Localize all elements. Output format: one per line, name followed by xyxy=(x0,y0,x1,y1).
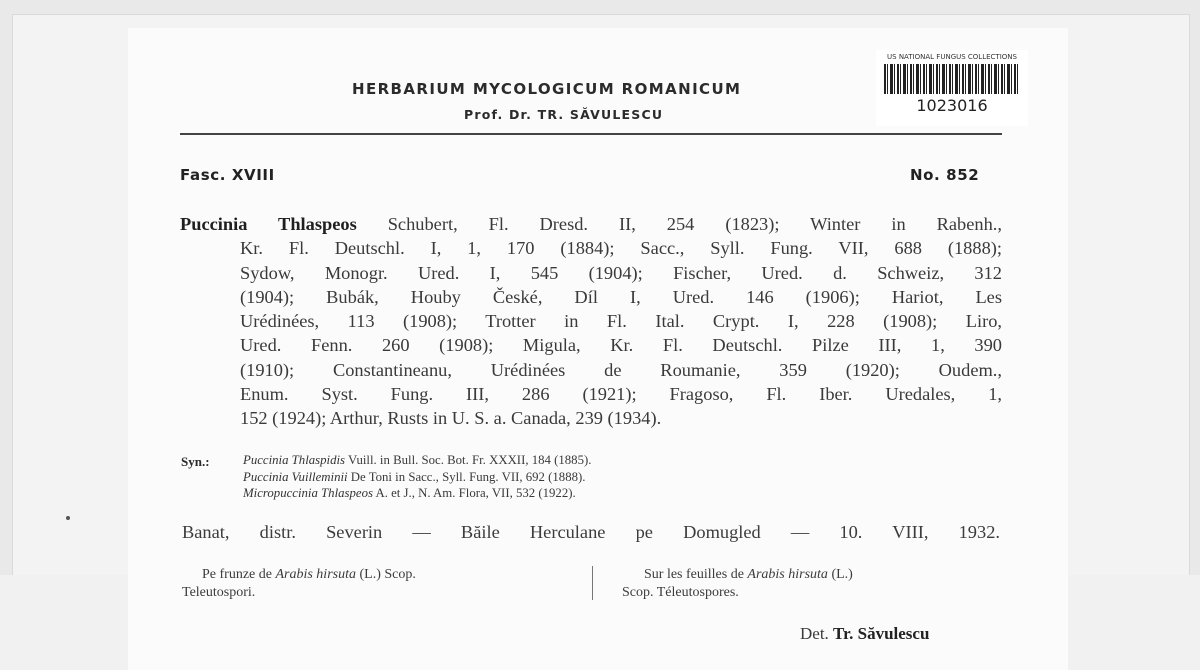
header-rule xyxy=(180,133,1002,135)
herbarium-title: HERBARIUM MYCOLOGICUM ROMANICUM xyxy=(352,80,742,98)
host-divider xyxy=(592,566,593,600)
specimen-number: No. 852 xyxy=(910,166,980,184)
citation-line: 152 (1924); Arthur, Rusts in U. S. a. Canada, 239 (1934). xyxy=(240,408,662,429)
citation-line: Ured. Fenn. 260 (1908); Migula, Kr. Fl. Deutschl. Pilze III, 1, 390 xyxy=(240,335,1002,356)
citation-line: (1910); Constantineanu, Urédinées de Roumanie, 359 (1920); Oudem., xyxy=(240,359,1002,380)
fascicle-label: Fasc. XVIII xyxy=(180,166,275,184)
spore-stage-french: Scop. Téleutospores. xyxy=(622,585,739,600)
synonym-entry: Puccinia Thlaspidis Vuill. in Bull. Soc. Bot. Fr. XXXII, 184 (1885). xyxy=(243,453,592,467)
spore-stage-romanian: Teleutospori. xyxy=(182,585,256,600)
synonyms-list xyxy=(243,452,591,502)
barcode-number: 1023016 xyxy=(916,96,988,115)
citation-line: Puccinia Thlaspeos Schubert, Fl. Dresd. II, 254 (1823); Winter in Rabenh., xyxy=(180,214,1002,234)
barcode-label xyxy=(876,50,1028,126)
barcode-icon xyxy=(884,64,1020,94)
citation-line: Kr. Fl. Deutschl. I, 1, 170 (1884); Sacc., Syll. Fung. VII, 688 (1888); xyxy=(240,238,1002,259)
paper-speck xyxy=(66,516,70,520)
citation-line: Sydow, Monogr. Ured. I, 545 (1904); Fischer, Ured. d. Schweiz, 312 xyxy=(240,262,1002,283)
host-french-line: Sur les feuilles de Arabis hirsuta (L.) xyxy=(644,567,853,582)
synonym-name: Puccinia Thlaspidis xyxy=(243,453,346,467)
host-species: Arabis hirsuta xyxy=(275,567,356,582)
taxon-name: Puccinia Thlaspeos xyxy=(180,214,357,234)
synonym-name: Micropuccinia Thlaspeos xyxy=(243,486,373,500)
determiner: Det. Tr. Săvulescu xyxy=(800,624,930,643)
determiner-name: Tr. Săvulescu xyxy=(833,624,930,643)
collection-locality: Banat, distr. Severin — Băile Herculane pe Domugled — 10. VIII, 1932. xyxy=(182,522,1000,542)
citation-line: Urédinées, 113 (1908); Trotter in Fl. Ital. Crypt. I, 228 (1908); Liro, xyxy=(240,311,1002,332)
synonym-entry: Micropuccinia Thlaspeos A. et J., N. Am. Flora, VII, 532 (1922). xyxy=(243,486,576,500)
species-citation xyxy=(180,212,1002,431)
host-romanian-line: Pe frunze de Arabis hirsuta (L.) Scop. xyxy=(202,567,416,582)
host-romanian xyxy=(182,566,564,602)
citation-line: Enum. Syst. Fung. III, 286 (1921); Fragoso, Fl. Iber. Uredales, 1, xyxy=(240,384,1002,405)
synonym-entry: Puccinia Vuilleminii De Toni in Sacc., Syll. Fung. VII, 692 (1888). xyxy=(243,469,586,484)
citation-line: (1904); Bubák, Houby České, Díl I, Ured. 146 (1906); Hariot, Les xyxy=(240,286,1002,307)
herbarium-curator: Prof. Dr. TR. SĂVULESCU xyxy=(464,107,664,122)
synonym-name: Puccinia Vuilleminii xyxy=(243,469,348,484)
host-french xyxy=(622,566,1004,602)
synonyms-label: Syn.: xyxy=(181,454,210,469)
barcode-organization: US NATIONAL FUNGUS COLLECTIONS xyxy=(887,53,1017,61)
host-species: Arabis hirsuta xyxy=(747,567,828,582)
